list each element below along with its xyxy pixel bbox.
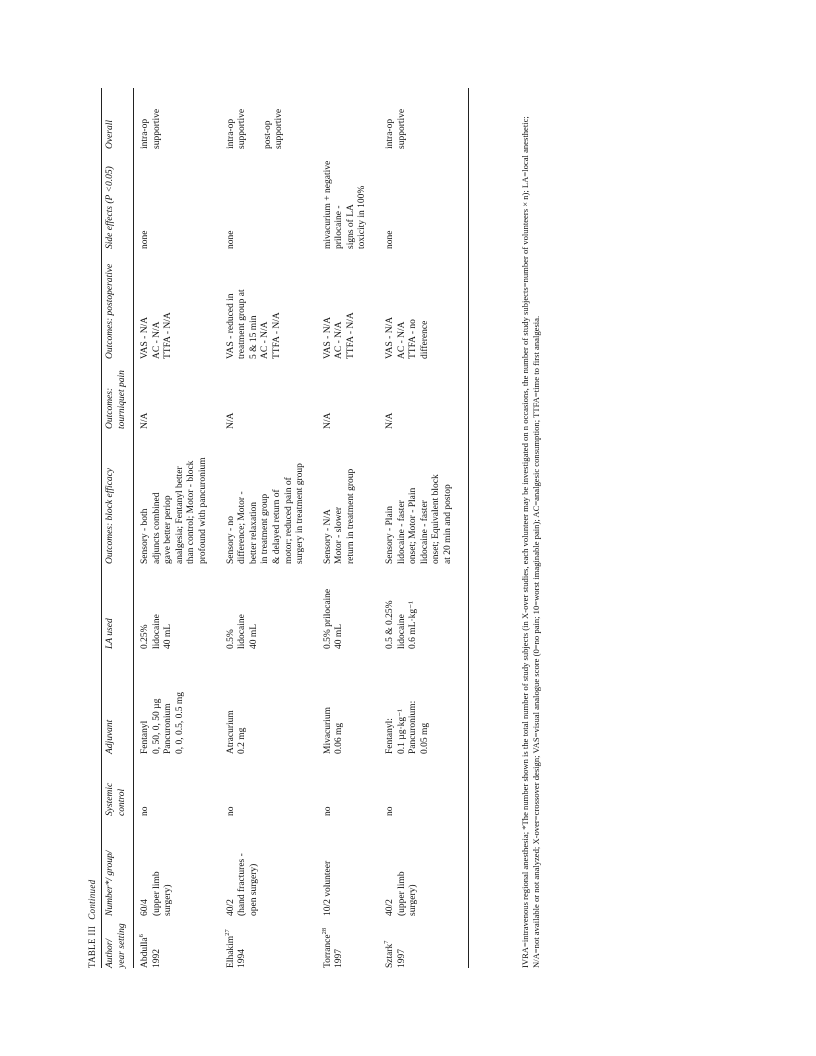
- side-effects-line: none: [384, 230, 395, 249]
- tourniquet-pain-line: N/A: [225, 412, 236, 429]
- table-row: [317, 88, 379, 968]
- postoperative-line: difference: [419, 320, 430, 359]
- block-efficacy-line: Sensory - both: [140, 508, 151, 564]
- overall-line: supportive: [151, 108, 162, 149]
- author-year: 1997: [396, 949, 407, 968]
- table-footnote: IVRA=intravenous regional anesthesia; *The number shown is the total number of study subjects (in X-over studies, each volunteer may be investigated on n occasions, the number of study subjects=number of volunteers × n); LA=local anesthetic; N/A=not available or not analyzed; X-over=crossover design; VAS=visual analogue score (0=no pain; 10=worst imaginable pain); AC=analgesic consumption; TTFA=time to first analgesia.: [520, 116, 542, 968]
- side-effects-line: signs of LA: [345, 204, 356, 249]
- author-name: Sztark: [384, 943, 395, 968]
- la-used-line: 40 mL: [163, 623, 174, 649]
- adjuvant-line: Pancuronium:: [408, 700, 419, 754]
- cell-systemic-control: no: [379, 754, 469, 816]
- la-used-line: 0.6 mL·kg⁻¹: [408, 601, 419, 649]
- cell-author: [134, 916, 220, 968]
- postoperative-line: AC - N/A: [396, 321, 407, 359]
- cell-author: [220, 916, 317, 968]
- la-used-line: 0.5% prilocaine: [322, 588, 333, 649]
- block-efficacy-line: Sensory - no: [225, 515, 236, 564]
- caption-continued: Continued: [87, 879, 97, 920]
- cell-overall: [317, 88, 379, 149]
- cell-block-efficacy: [317, 429, 379, 564]
- la-used-line: lidocaine: [396, 614, 407, 649]
- cell-adjuvant: [317, 649, 379, 754]
- table-row: [379, 88, 469, 968]
- postoperative-line: TTFA - N/A: [271, 312, 282, 359]
- adjuvant-line: 0.2 mg: [237, 727, 248, 754]
- block-efficacy-line: return in treatment group: [345, 468, 356, 564]
- number-line: 60/4: [140, 899, 151, 916]
- side-effects-line: none: [140, 230, 151, 249]
- tourniquet-pain-line: N/A: [140, 412, 151, 429]
- header-author: Author/ year setting: [102, 916, 134, 968]
- cell-number: [379, 816, 469, 916]
- author-name: Torrance: [322, 934, 333, 968]
- author-year: 1994: [237, 949, 248, 968]
- la-used-line: 40 mL: [248, 623, 259, 649]
- block-efficacy-line: better relaxation: [248, 502, 259, 564]
- cell-number: [134, 816, 220, 916]
- overall-line: intra-op: [384, 118, 395, 149]
- adjuvant-line: 0, 0, 0.5, 0.5 mg: [174, 691, 185, 754]
- postoperative-line: VAS - N/A: [322, 316, 333, 359]
- cell-postoperative: [220, 249, 317, 359]
- cell-number: [220, 816, 317, 916]
- cell-la-used: [134, 564, 220, 649]
- postoperative-line: VAS - N/A: [140, 316, 151, 359]
- adjuvant-line: Fentanyl:: [384, 718, 395, 754]
- adjuvant-line: Fentanyl: [140, 720, 151, 754]
- adjuvant-line: Mivacurium: [322, 707, 333, 754]
- cell-block-efficacy: [220, 429, 317, 564]
- side-effects-line: mivacurium + negative: [322, 160, 333, 249]
- cell-side-effects: [317, 149, 379, 249]
- tourniquet-pain-line: N/A: [322, 412, 333, 429]
- cell-overall: [134, 88, 220, 149]
- block-efficacy-line: & delayed return of: [271, 489, 282, 564]
- overall-line: intra-op: [140, 118, 151, 149]
- number-line: (upper limb: [151, 871, 162, 916]
- side-effects-line: prilocaine -: [334, 205, 345, 249]
- author-ref: 7: [382, 940, 390, 944]
- postoperative-line: treatment group at: [237, 289, 248, 359]
- adjuvant-line: Atracurium: [225, 710, 236, 754]
- overall-extra-line: supportive: [274, 108, 285, 149]
- table-row: [134, 88, 220, 968]
- block-efficacy-line: analgesia; Fentanyl better: [174, 466, 185, 564]
- cell-tourniquet-pain: [220, 359, 317, 429]
- author-name: Elhakim: [225, 935, 236, 968]
- postoperative-line: VAS - N/A: [384, 316, 395, 359]
- adjuvant-line: 0.06 mg: [334, 722, 345, 754]
- block-efficacy-line: lidocaine - faster: [419, 500, 430, 564]
- cell-tourniquet-pain: [379, 359, 469, 429]
- postoperative-line: AC - N/A: [260, 321, 271, 359]
- table-row: [220, 88, 317, 968]
- block-efficacy-line: profound with pancuronium: [198, 457, 209, 564]
- cell-number: [317, 816, 379, 916]
- postoperative-line: TTFA - no: [408, 319, 419, 359]
- cell-la-used: [379, 564, 469, 649]
- cell-adjuvant: [220, 649, 317, 754]
- author-name: Abdulla: [140, 937, 151, 968]
- block-efficacy-line: Motor - slower: [334, 507, 345, 564]
- header-tourniquet-pain: Outcomes: tourniquet pain: [102, 359, 134, 429]
- cell-systemic-control: no: [225, 806, 236, 816]
- caption-label: TABLE III: [87, 925, 97, 968]
- cell-block-efficacy: [134, 429, 220, 564]
- block-efficacy-line: than control; Motor - block: [186, 460, 197, 564]
- cell-block-efficacy: [379, 429, 469, 564]
- block-efficacy-line: surgery in treatment group: [295, 463, 306, 564]
- adjuvant-line: 0.05 mg: [419, 722, 430, 754]
- block-efficacy-line: at 20 min and postop: [442, 484, 453, 564]
- block-efficacy-line: lidocaine - faster: [396, 500, 407, 564]
- block-efficacy-line: onset; Equivalent block: [431, 474, 442, 564]
- header-la-used: LA used: [102, 564, 134, 649]
- cell-adjuvant: [134, 649, 220, 754]
- la-used-line: 40 mL: [334, 623, 345, 649]
- number-line: (upper limb: [396, 871, 407, 916]
- postoperative-line: AC - N/A: [151, 321, 162, 359]
- header-systemic-control: Systemic control: [102, 754, 134, 816]
- postoperative-line: VAS - reduced in: [225, 293, 236, 359]
- author-ref: 28: [320, 927, 328, 935]
- cell-overall: [379, 88, 469, 149]
- side-effects-line: none: [225, 230, 236, 249]
- cell-author: [317, 916, 379, 968]
- number-line: 40/2: [384, 899, 395, 916]
- author-ref: 6: [138, 934, 145, 938]
- cell-adjuvant: [379, 649, 469, 754]
- block-efficacy-line: motor; reduced pain of: [283, 477, 294, 564]
- side-effects-line: toxicity in 100%: [357, 185, 368, 249]
- cell-systemic-control: no: [140, 806, 151, 816]
- block-efficacy-line: adjuncts combined: [151, 492, 162, 564]
- results-table: [101, 88, 469, 968]
- overall-line: intra-op: [225, 118, 236, 149]
- la-used-line: 0.5%: [225, 629, 236, 649]
- number-line: 40/2: [225, 899, 236, 916]
- header-block-efficacy: Outcomes: block efficacy: [102, 429, 134, 564]
- cell-tourniquet-pain: [134, 359, 220, 429]
- postoperative-line: TTFA - N/A: [345, 312, 356, 359]
- cell-side-effects: [134, 149, 220, 249]
- la-used-line: lidocaine: [151, 614, 162, 649]
- la-used-line: 0.25%: [140, 624, 151, 649]
- cell-la-used: [220, 564, 317, 649]
- adjuvant-line: Pancuronium: [163, 703, 174, 754]
- block-efficacy-line: onset; Motor - Plain: [408, 487, 419, 564]
- la-used-line: lidocaine: [237, 614, 248, 649]
- block-efficacy-line: Sensory - Plain: [384, 505, 395, 564]
- table-body: [134, 88, 469, 968]
- cell-postoperative: [317, 249, 379, 359]
- number-line: surgery): [408, 884, 419, 916]
- postoperative-line: 5 & 15 min: [248, 315, 259, 359]
- author-ref: 27: [223, 929, 231, 936]
- block-efficacy-line: gave better periop: [163, 495, 174, 564]
- header-postoperative: Outcomes: postoperative: [102, 249, 134, 359]
- header-number: Number*/ group/: [102, 816, 134, 916]
- cell-author: [379, 916, 469, 968]
- adjuvant-line: 0, 50, 0, 50 µg: [151, 698, 162, 754]
- header-adjuvant: Adjuvant: [102, 649, 134, 754]
- tourniquet-pain-line: N/A: [384, 412, 395, 429]
- number-line: surgery): [163, 884, 174, 916]
- cell-overall: [220, 88, 317, 149]
- overall-extra-line: post-op: [262, 120, 273, 149]
- number-line: 10/2 volunteer: [322, 860, 333, 916]
- cell-postoperative: [134, 249, 220, 359]
- overall-line: supportive: [237, 108, 248, 149]
- overall-line: supportive: [396, 108, 407, 149]
- header-overall: Overall: [102, 88, 134, 149]
- postoperative-line: AC - N/A: [334, 321, 345, 359]
- block-efficacy-line: in treatment group: [260, 493, 271, 564]
- cell-postoperative: [379, 249, 469, 359]
- author-year: 1992: [151, 949, 162, 968]
- header-row: [102, 88, 134, 968]
- author-year: 1997: [334, 949, 345, 968]
- cell-side-effects: [220, 149, 317, 249]
- rotated-table-page: [87, 88, 557, 968]
- block-efficacy-line: Sensory - N/A: [322, 509, 333, 564]
- adjuvant-line: 0.1 µg·kg⁻¹: [396, 709, 407, 754]
- number-line: (hand fractures -: [237, 853, 248, 916]
- table-caption: [87, 880, 98, 968]
- block-efficacy-line: difference; Motor -: [237, 491, 248, 564]
- number-line: open surgery): [248, 863, 259, 916]
- postoperative-line: TTFA - N/A: [163, 312, 174, 359]
- la-used-line: 0.5 & 0.25%: [384, 600, 395, 649]
- cell-systemic-control: no: [322, 806, 333, 816]
- cell-la-used: [317, 564, 379, 649]
- cell-tourniquet-pain: [317, 359, 379, 429]
- cell-side-effects: [379, 149, 469, 249]
- header-side-effects: Side effects (P <0.05): [102, 149, 134, 249]
